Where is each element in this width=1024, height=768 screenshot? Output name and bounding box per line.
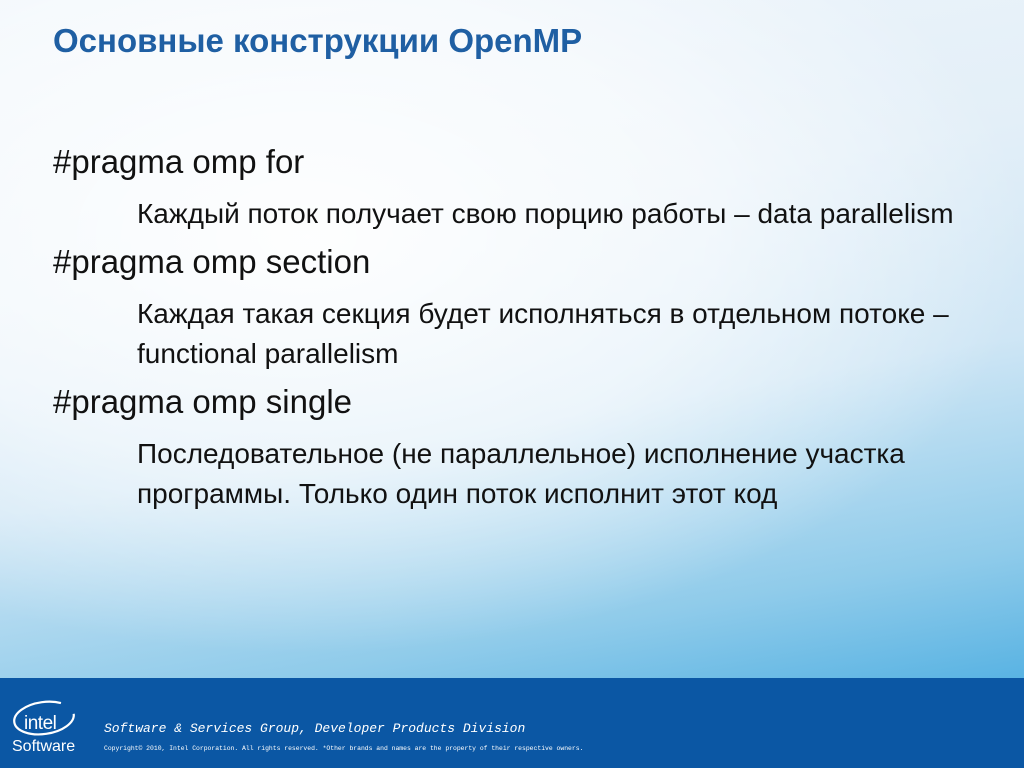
footer-group-text: Software & Services Group, Developer Products Division xyxy=(104,721,526,736)
list-item xyxy=(53,380,993,514)
logo-intel-text: intel xyxy=(24,713,57,734)
logo-software-text: Software xyxy=(12,738,76,755)
footer-bar xyxy=(0,678,1024,768)
item-description: Каждый поток получает свою порцию работы – data parallelism xyxy=(137,198,954,229)
slide-content xyxy=(53,140,993,520)
slide-title: Основные конструкции OpenMP xyxy=(53,22,583,59)
list-item xyxy=(53,240,993,374)
item-description: Каждая такая секция будет исполняться в отдельном потоке – functional parallelism xyxy=(137,298,949,369)
footer-copyright: Copyright© 2010, Intel Corporation. All rights reserved. *Other brands and names are the property of their respective owners. xyxy=(104,745,584,752)
item-description: Последовательное (не параллельное) исполнение участка программы. Только один поток исполнит этот код xyxy=(137,438,905,509)
item-heading: #pragma omp for xyxy=(53,143,305,180)
item-heading: #pragma omp single xyxy=(53,383,352,420)
intel-software-logo xyxy=(8,694,88,760)
item-heading: #pragma omp section xyxy=(53,243,371,280)
list-item xyxy=(53,140,993,234)
